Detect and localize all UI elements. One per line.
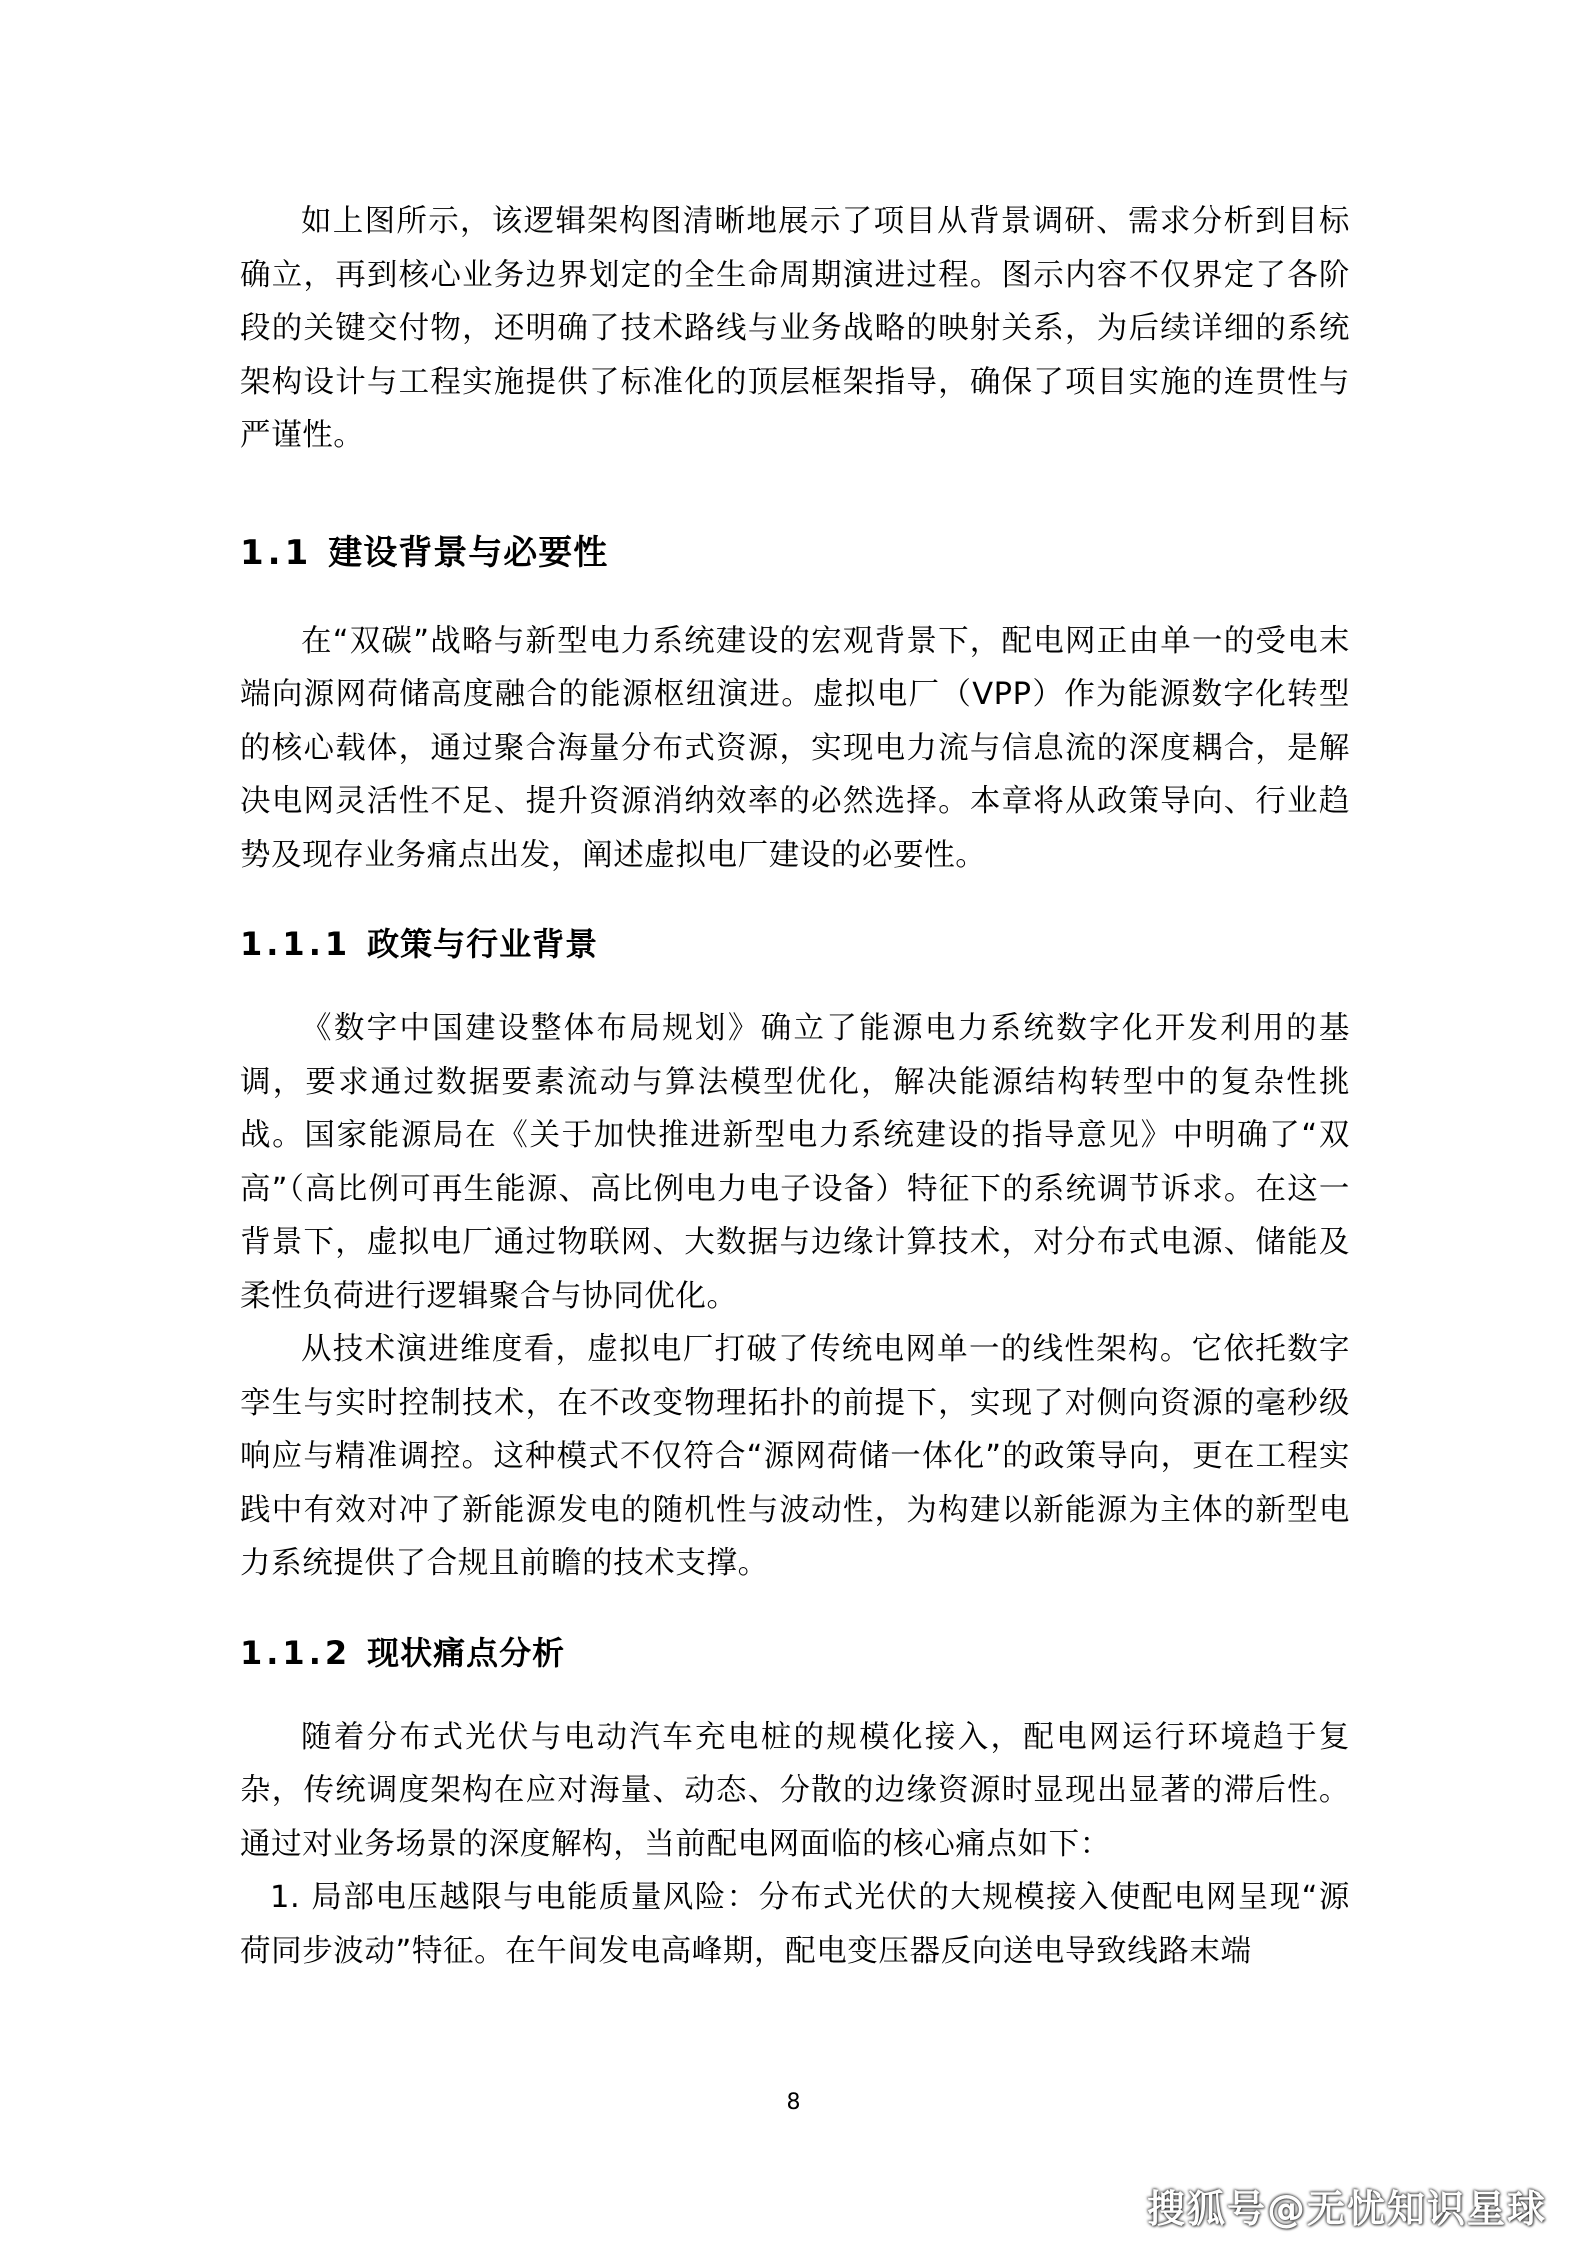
page-number: 8 — [786, 2090, 801, 2115]
section-1-1-paragraph: 在“双碳”战略与新型电力系统建设的宏观背景下，配电网正由单一的受电末端向源网荷储高度融合的能源枢纽演进。虚拟电厂（VPP）作为能源数字化转型的核心载体，通过聚合海量分布式资源，实现电力流与信息流的深度耦合，是解决电网灵活性不足、提升资源消纳效率的必然选择。本章将从政策导向、行业趋势及现存业务痛点出发，阐述虚拟电厂建设的必要性。 — [240, 623, 1350, 873]
watermark: 搜狐号@无忧知识星球 — [1146, 2187, 1547, 2231]
section-1-1-1-paragraph-2: 从技术演进维度看，虚拟电厂打破了传统电网单一的线性架构。它依托数字孪生与实时控制技术，在不改变物理拓扑的前提下，实现了对侧向资源的毫秒级响应与精准调控。这种模式不仅符合“源网荷储一体化”的政策导向，更在工程实践中有效对冲了新能源发电的随机性与波动性，为构建以新能源为主体的新型电力系统提供了合规且前瞻的技术支撑。 — [240, 1332, 1350, 1581]
section-1-1-1-paragraph-1: 《数字中国建设整体布局规划》确立了能源电力系统数字化开发利用的基调，要求通过数据要素流动与算法模型优化，解决能源结构转型中的复杂性挑战。国家能源局在《关于加快推进新型电力系统建设的指导意见》中明确了“双高”（高比例可再生能源、高比例电力电子设备）特征下的系统调节诉求。在这一背景下，虚拟电厂通过物联网、大数据与边缘计算技术，对分布式电源、储能及柔性负荷进行逻辑聚合与协同优化。 — [240, 1011, 1350, 1314]
intro-paragraph: 如上图所示，该逻辑架构图清晰地展示了项目从背景调研、需求分析到目标确立，再到核心业务边界划定的全生命周期演进过程。图示内容不仅界定了各阶段的关键交付物，还明确了技术路线与业务战略的映射关系，为后续详细的系统架构设计与工程实施提供了标准化的顶层框架指导，确保了项目实施的连贯性与严谨性。 — [240, 204, 1350, 453]
section-heading-1-1-2 — [240, 1629, 1350, 1677]
section-title: 政策与行业背景 — [367, 925, 599, 963]
section-title: 建设背景与必要性 — [328, 532, 609, 573]
document-body — [240, 195, 1350, 1978]
section-number: 1.1 — [240, 532, 313, 573]
section-1-1-2-paragraph-1: 随着分布式光伏与电动汽车充电桩的规模化接入，配电网运行环境趋于复杂，传统调度架构在应对海量、动态、分散的边缘资源时显现出显著的滞后性。通过对业务场景的深度解构，当前配电网面临的核心痛点如下： — [240, 1719, 1350, 1862]
list-item: 1. 局部电压越限与电能质量风险：分布式光伏的大规模接入使配电网呈现“源荷同步波动”特征。在午间发电高峰期，配电变压器反向送电导致线路末端 — [240, 1880, 1350, 1969]
section-number: 1.1.1 — [240, 925, 352, 963]
section-title: 现状痛点分析 — [367, 1633, 566, 1672]
section-heading-1-1 — [240, 529, 1350, 577]
section-number: 1.1.2 — [240, 1633, 352, 1672]
section-heading-1-1-1 — [240, 920, 1350, 968]
